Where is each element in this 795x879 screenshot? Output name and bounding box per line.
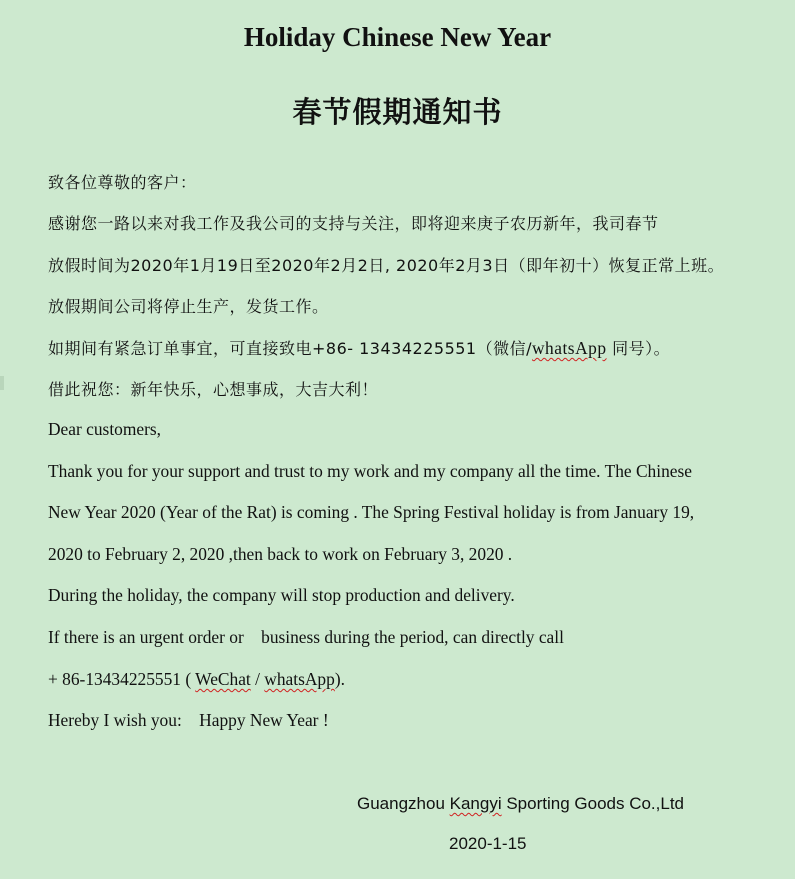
- chinese-contact-text: 如期间有紧急订单事宜，可直接致电+86- 13434225551（微信/: [48, 339, 532, 358]
- company-name-kangyi: Kangyi: [449, 794, 502, 813]
- english-paragraph-line: If there is an urgent order or business during the period, can directly call: [48, 627, 564, 647]
- english-wishes: Hereby I wish you: Happy New Year !: [48, 710, 329, 730]
- chinese-contact-suffix: 同号）。: [606, 339, 671, 358]
- chinese-greeting: 致各位尊敬的客户：: [48, 173, 197, 192]
- chinese-paragraph-line: 感谢您一路以来对我工作及我公司的支持与关注，即将迎来庚子农历新年，我司春节: [48, 214, 659, 233]
- whatsapp-word: whatsApp: [264, 669, 335, 689]
- english-greeting: Dear customers,: [48, 419, 161, 439]
- chinese-paragraph-line: 放假时间为2020年1月19日至2020年2月2日, 2020年2月3日（即年初十）恢复正常上班。: [48, 256, 725, 275]
- chinese-contact-line: [48, 336, 670, 359]
- signature-date: 2020-1-15: [449, 834, 527, 853]
- wechat-word: WeChat: [195, 669, 251, 689]
- page-title-english: Holiday Chinese New Year: [243, 22, 552, 52]
- edge-mark: [0, 376, 4, 390]
- whatsapp-word: whatsApp: [532, 338, 607, 358]
- english-contact-line: [48, 669, 345, 690]
- english-paragraph-line: 2020 to February 2, 2020 ,then back to work on February 3, 2020 .: [48, 544, 513, 564]
- company-name-part: Guangzhou: [357, 794, 450, 813]
- page-title-chinese: 春节假期通知书: [292, 95, 503, 129]
- company-signature: [357, 794, 684, 814]
- english-paragraph-line: New Year 2020 (Year of the Rat) is coming . The Spring Festival holiday is from January 19,: [48, 502, 695, 522]
- company-name-part: Sporting Goods Co.,Ltd: [501, 794, 685, 813]
- separator: /: [250, 669, 265, 689]
- english-paragraph-line: During the holiday, the company will stop production and delivery.: [48, 585, 515, 605]
- contact-close: ).: [334, 669, 345, 689]
- chinese-wishes: 借此祝您：新年快乐，心想事成，大吉大利！: [48, 380, 379, 399]
- english-paragraph-line: Thank you for your support and trust to my work and my company all the time. The Chinese: [48, 461, 692, 481]
- phone-number: + 86-13434225551 (: [48, 669, 196, 689]
- chinese-paragraph-line: 放假期间公司将停止生产，发货工作。: [48, 297, 329, 316]
